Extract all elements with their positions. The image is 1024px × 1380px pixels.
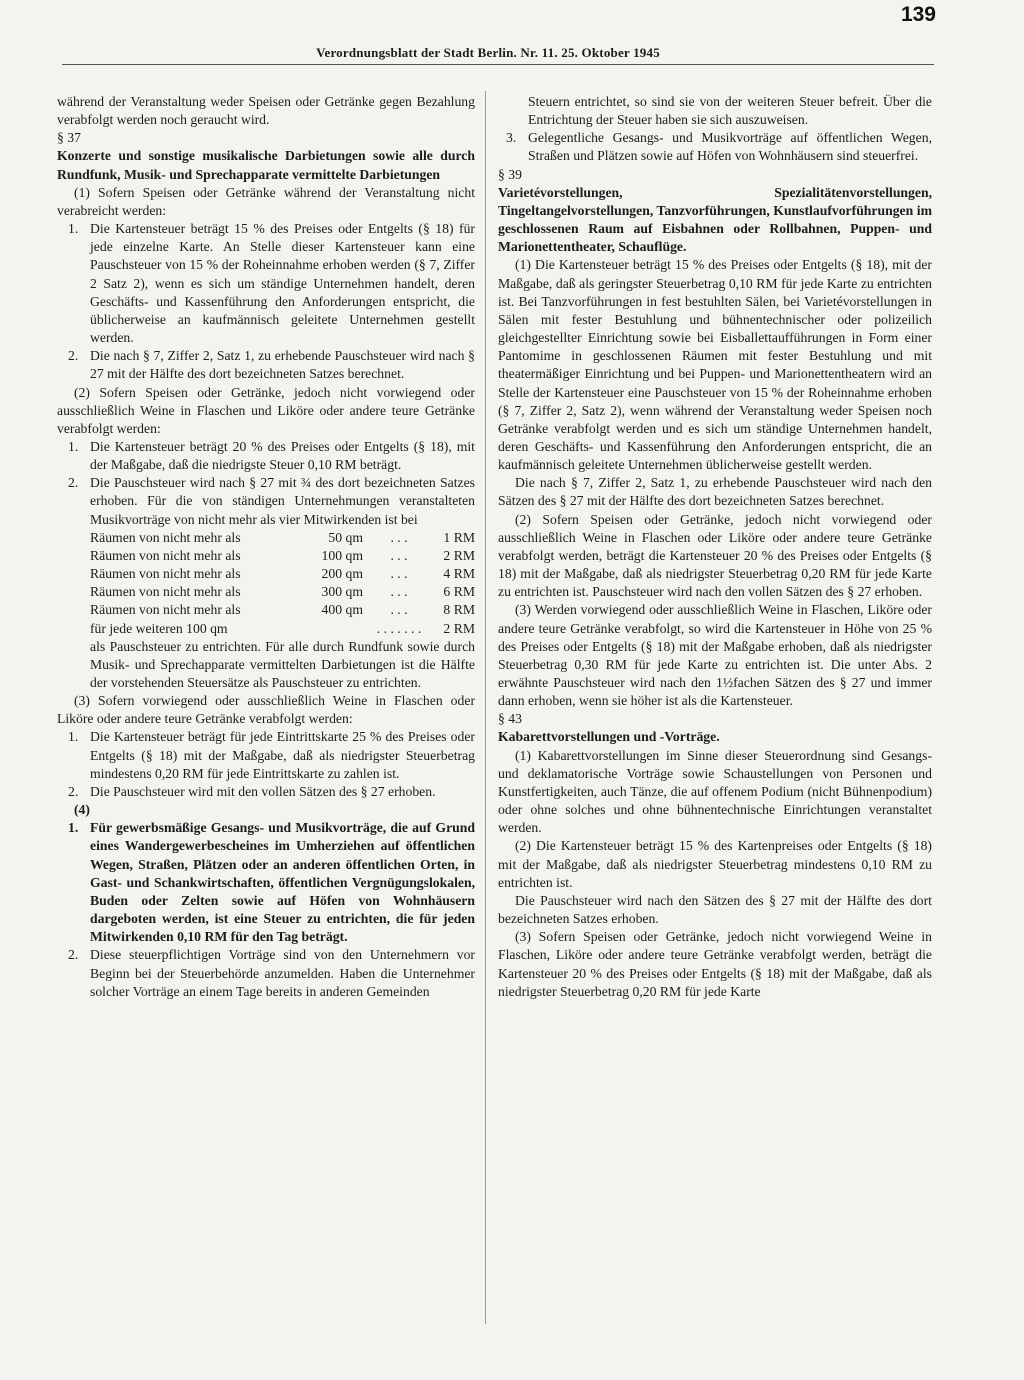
item-text: Die Kartensteuer beträgt 20 % des Preises oder Entgelts (§ 18), mit der Maßgabe, daß die niedrigste Steuer 0,10 RM beträgt. bbox=[90, 438, 475, 473]
right-column bbox=[498, 93, 932, 1001]
s39-paragraph-3: (3) Werden vorwiegend oder ausschließlich Weine in Flaschen, Liköre oder andere teure Getränke verabfolgt, so wird die Kartensteuer in Höhe von 25 % des Preises oder Entgelts (§ 18) mit der Maßgabe erhoben, daß als niedrigster Steuerbetrag 0,30 RM für jede Karte zu entrichten ist. Die unter Abs. 2 erwähnte Pauschsteuer wird nach den 1½fachen Sätzen des § 27 und immer dann erhoben, wenn sie höher ist als die Kartensteuer. bbox=[498, 602, 932, 709]
item-text: Die Kartensteuer beträgt 15 % des Preises oder Entgelts (§ 18) für jede einzelne Karte. An Stelle dieser Kartensteuer kann eine Pauschsteuer von 15 % der Roheinnahme erhoben werden (§ 7, Ziffer 2 Satz 2), wenn es sich um ständige Unternehmen handelt, deren Geschäfts- und Kassenführung den Anforderungen entspricht, die üblicherweise an kaufmännisch geleitete Unternehmen gestellt werden. bbox=[90, 221, 475, 346]
rate-size bbox=[303, 620, 363, 638]
header-rule bbox=[62, 64, 934, 65]
rate-row bbox=[90, 601, 475, 619]
rate-size: 400 qm bbox=[321, 602, 363, 618]
item-number: 2. bbox=[68, 947, 79, 963]
item-text: Für gewerbsmäßige Gesangs- und Musikvorträge, die auf Grund eines Wandergewerbescheines im Umherziehen auf öffentlichen Wegen, Straßen, Plätzen oder an anderen öffentlichen Orten, in Gast- und Schankwirtschaften, öffentlichen Vergnügungslokalen, Buden oder Zelten sowie auf Höfen von Wohnhäusern dargeboten werden, ist eine Steuer zu entrichten, die für jeden Mitwirkenden 0,10 RM für den Tag beträgt. bbox=[90, 820, 475, 945]
section-37-number: § 37 bbox=[57, 130, 81, 146]
section-37-heading: Konzerte und sonstige musikalische Darbietungen sowie alle durch Rundfunk, Musik- und Sprechapparate vermittelte Darbietungen bbox=[57, 148, 475, 182]
item-number: 2. bbox=[68, 783, 79, 799]
s43-paragraph-2: (2) Die Kartensteuer beträgt 15 % des Kartenpreises oder Entgelts (§ 18) mit der Maßgabe, daß als niedrigster Steuerbetrag mindestens 0,10 RM zu entrichten ist. bbox=[498, 838, 932, 890]
left-column bbox=[57, 93, 475, 1001]
s37-paragraph-2: (2) Sofern Speisen oder Getränke, jedoch nicht vorwiegend oder ausschließlich Weine in Flaschen und Liköre oder andere teure Getränke verabfolgt werden: bbox=[57, 384, 475, 436]
item-number: 3. bbox=[506, 130, 517, 146]
s37-paragraph-1: (1) Sofern Speisen oder Getränke während der Veranstaltung nicht verabreicht werden: bbox=[57, 184, 475, 218]
section-43-heading: Kabarettvorstellungen und -Vorträge. bbox=[498, 729, 720, 745]
item-text: Die Pauschsteuer wird nach § 27 mit ¾ des dort bezeichneten Satzes erhoben. Für die von ständigen Unternehmungen veranstalteten Musikvorträge von nicht mehr als vier Mitwirkenden ist bei bbox=[90, 475, 475, 527]
rate-size: 200 qm bbox=[321, 566, 363, 582]
item-number: 1. bbox=[68, 820, 79, 836]
rate-row bbox=[90, 547, 475, 565]
s37-p3-item-1 bbox=[57, 728, 475, 782]
s37-paragraph-3: (3) Sofern vorwiegend oder ausschließlich Weine in Flaschen oder Liköre oder andere teure Getränke verabfolgt werden: bbox=[57, 693, 475, 727]
s39-paragraph-1b: Die nach § 7, Ziffer 2, Satz 1, zu erhebende Pauschsteuer wird nach den Sätzen des § 27 mit der Hälfte des dort bezeichneten Satzes berechnet. bbox=[498, 475, 932, 509]
s37-p2-item-2-continuation: als Pauschsteuer zu entrichten. Für alle durch Rundfunk sowie durch Musik- und Sprechapparate vermittelten Darbietungen ist die Hälfte der vorstehenden Steuersätze als Pauschsteuer zu entrichten. bbox=[90, 638, 475, 690]
rate-dots: . . . bbox=[390, 584, 408, 600]
rate-label: Räumen von nicht mehr als bbox=[90, 566, 241, 582]
rate-table bbox=[57, 529, 475, 638]
s37-p1-item-1 bbox=[57, 220, 475, 347]
item-number: 1. bbox=[68, 221, 79, 237]
rate-dots: . . . bbox=[390, 547, 408, 563]
rate-row bbox=[90, 583, 475, 601]
s43-paragraph-1: (1) Kabarettvorstellungen im Sinne dieser Steuerordnung sind Gesangs- und deklamatorische Vorträge sowie Schaustellungen von Personen und Kunstfertigkeiten, auch Tänze, die auf offenem Podium (nicht Bühnenpodium) oder ohne solches und ohne bühnentechnische Einrichtungen veranstaltet werden. bbox=[498, 747, 932, 836]
rate-amount: 2 RM bbox=[443, 620, 475, 636]
rate-dots: . . . bbox=[390, 602, 408, 618]
rate-amount: 8 RM bbox=[443, 602, 475, 618]
s37-p1-item-2 bbox=[57, 347, 475, 383]
item-number: 2. bbox=[68, 475, 79, 491]
s39-paragraph-1: (1) Die Kartensteuer beträgt 15 % des Preises oder Entgelts (§ 18), mit der Maßgabe, daß als geringster Steuerbetrag 0,10 RM für jede Karte zu entrichten ist. Bei Tanzvorführungen in fest bestuhlten Sälen, bei Varietévorstellungen in Sälen mit fester Bestuhlung und bühnentechnischer oder polizeilich gleichgestellter Einrichtung sowie bei Eisballettaufführungen in Form einer Pantomime in geschlossenen Räumen mit fester Bestuhlung und mit theatermäßiger Einrichtung und bei Puppen- und Marionettentheatern wird an Stelle der Kartensteuer eine Pauschsteuer von 15 % der Roheinnahme erhoben (§ 7, Ziffer 2, Satz 2), wenn während der Veranstaltung weder Speisen noch Getränke verabfolgt werden und es sich um ständige Unternehmen handelt, deren Geschäfts- und Kassenführung den Anforderungen entspricht, die an kaufmännisch geleitete Unternehmen üblicherweise gestellt werden. bbox=[498, 257, 932, 473]
rate-label: Räumen von nicht mehr als bbox=[90, 529, 241, 545]
s37-paragraph-4: (4) bbox=[74, 802, 90, 818]
s37-p4-item-1 bbox=[57, 819, 475, 946]
section-39-heading: Varietévorstellungen, Spezialitätenvorstellungen, Tingeltangelvorstellungen, Tanzvorführungen, Kunstlaufvorführungen im geschlossenen Raum auf Eisbahnen oder Rollbahnen, Puppen- und Marionettentheater, Schauflüge. bbox=[498, 184, 932, 255]
item-text: Die nach § 7, Ziffer 2, Satz 1, zu erhebende Pauschsteuer wird nach § 27 mit der Hälfte des dort bezeichneten Satzes berechnet. bbox=[90, 348, 475, 382]
header-line: Verordnungsblatt der Stadt Berlin. Nr. 11. 25. Oktober 1945 bbox=[316, 45, 660, 60]
rate-label: Räumen von nicht mehr als bbox=[90, 584, 241, 600]
rate-label: Räumen von nicht mehr als bbox=[90, 602, 241, 618]
rate-dots: . . . bbox=[390, 566, 408, 582]
rate-amount: 1 RM bbox=[443, 529, 475, 545]
rate-size: 300 qm bbox=[321, 584, 363, 600]
rate-size: 50 qm bbox=[328, 529, 363, 545]
rate-label: Räumen von nicht mehr als bbox=[90, 547, 241, 563]
s43-paragraph-3: (3) Sofern Speisen oder Getränke, jedoch nicht vorwiegend Weine in Flaschen, Liköre oder andere teure Getränke verabfolgt werden, beträgt die Kartensteuer 20 % des Preises oder Entgelts (§ 18) mit der Maßgabe, daß als niedrigster Steuerbetrag 0,20 RM für jede Karte bbox=[498, 929, 932, 999]
s37-p2-item-2 bbox=[57, 474, 475, 528]
section-39-number: § 39 bbox=[498, 166, 522, 182]
column-divider bbox=[485, 91, 486, 1324]
rate-row bbox=[90, 529, 475, 547]
item-number: 1. bbox=[68, 729, 79, 745]
rate-row bbox=[90, 565, 475, 583]
item-text: Die Pauschsteuer wird mit den vollen Sätzen des § 27 erhoben. bbox=[90, 783, 436, 799]
rate-row bbox=[90, 620, 475, 638]
item-text: Gelegentliche Gesangs- und Musikvorträge auf öffentlichen Wegen, Straßen und Plätzen sowie auf Höfen von Wohnhäusern sind steuerfrei. bbox=[528, 130, 932, 164]
rate-label: für jede weiteren 100 qm bbox=[90, 620, 228, 636]
item-number: 2. bbox=[68, 348, 79, 364]
page-number: 139 bbox=[900, 3, 936, 26]
right-carryover-paragraph: Steuern entrichtet, so sind sie von der weiteren Steuer befreit. Über die Entrichtung der Steuer haben sie sich auszuweisen. bbox=[528, 94, 932, 128]
rate-amount: 4 RM bbox=[443, 566, 475, 582]
rate-dots: . . . bbox=[390, 529, 408, 545]
s37-p2-item-1 bbox=[57, 438, 475, 474]
s37-p4-item-2 bbox=[57, 946, 475, 1000]
item-text: Die Kartensteuer beträgt für jede Eintrittskarte 25 % des Preises oder Entgelts (§ 18) mit der Maßgabe, daß als niedrigster Steuerbetrag mindestens 0,20 RM für jede Eintrittskarte zu zahlen ist. bbox=[90, 729, 475, 781]
rate-size: 100 qm bbox=[321, 547, 363, 563]
s37-p4-item-3 bbox=[498, 129, 932, 165]
section-43-number: § 43 bbox=[498, 711, 522, 727]
rate-amount: 2 RM bbox=[443, 547, 475, 563]
rate-amount: 6 RM bbox=[443, 584, 475, 600]
s39-paragraph-2: (2) Sofern Speisen oder Getränke, jedoch nicht vorwiegend oder ausschließlich Weine in Flaschen oder Liköre oder andere teure Getränke verabfolgt werden, beträgt die Kartensteuer 20 % des Preises oder Entgelts (§ 18) mit der Maßgabe, daß als niedrigster Steuerbetrag 0,20 RM für jede Karte zu entrichten ist. Pauschsteuer wird nach den vollen Sätzen des § 27 erhoben. bbox=[498, 511, 932, 600]
item-text: Diese steuerpflichtigen Vorträge sind von den Unternehmern vor Beginn bei der Steuerbehörde anzumelden. Haben die Unternehmer solcher Vorträge an einem Tage bereits in anderen Gemeinden bbox=[90, 947, 475, 999]
s43-paragraph-2b: Die Pauschsteuer wird nach den Sätzen des § 27 mit der Hälfte des dort bezeichneten Satzes erhoben. bbox=[498, 892, 932, 927]
rate-dots: . . . . . . . bbox=[376, 620, 422, 636]
left-carryover-paragraph: während der Veranstaltung weder Speisen oder Getränke gegen Bezahlung verabfolgt werden noch geraucht wird. bbox=[57, 94, 475, 128]
item-number: 1. bbox=[68, 438, 79, 454]
s37-p3-item-2 bbox=[57, 783, 475, 801]
